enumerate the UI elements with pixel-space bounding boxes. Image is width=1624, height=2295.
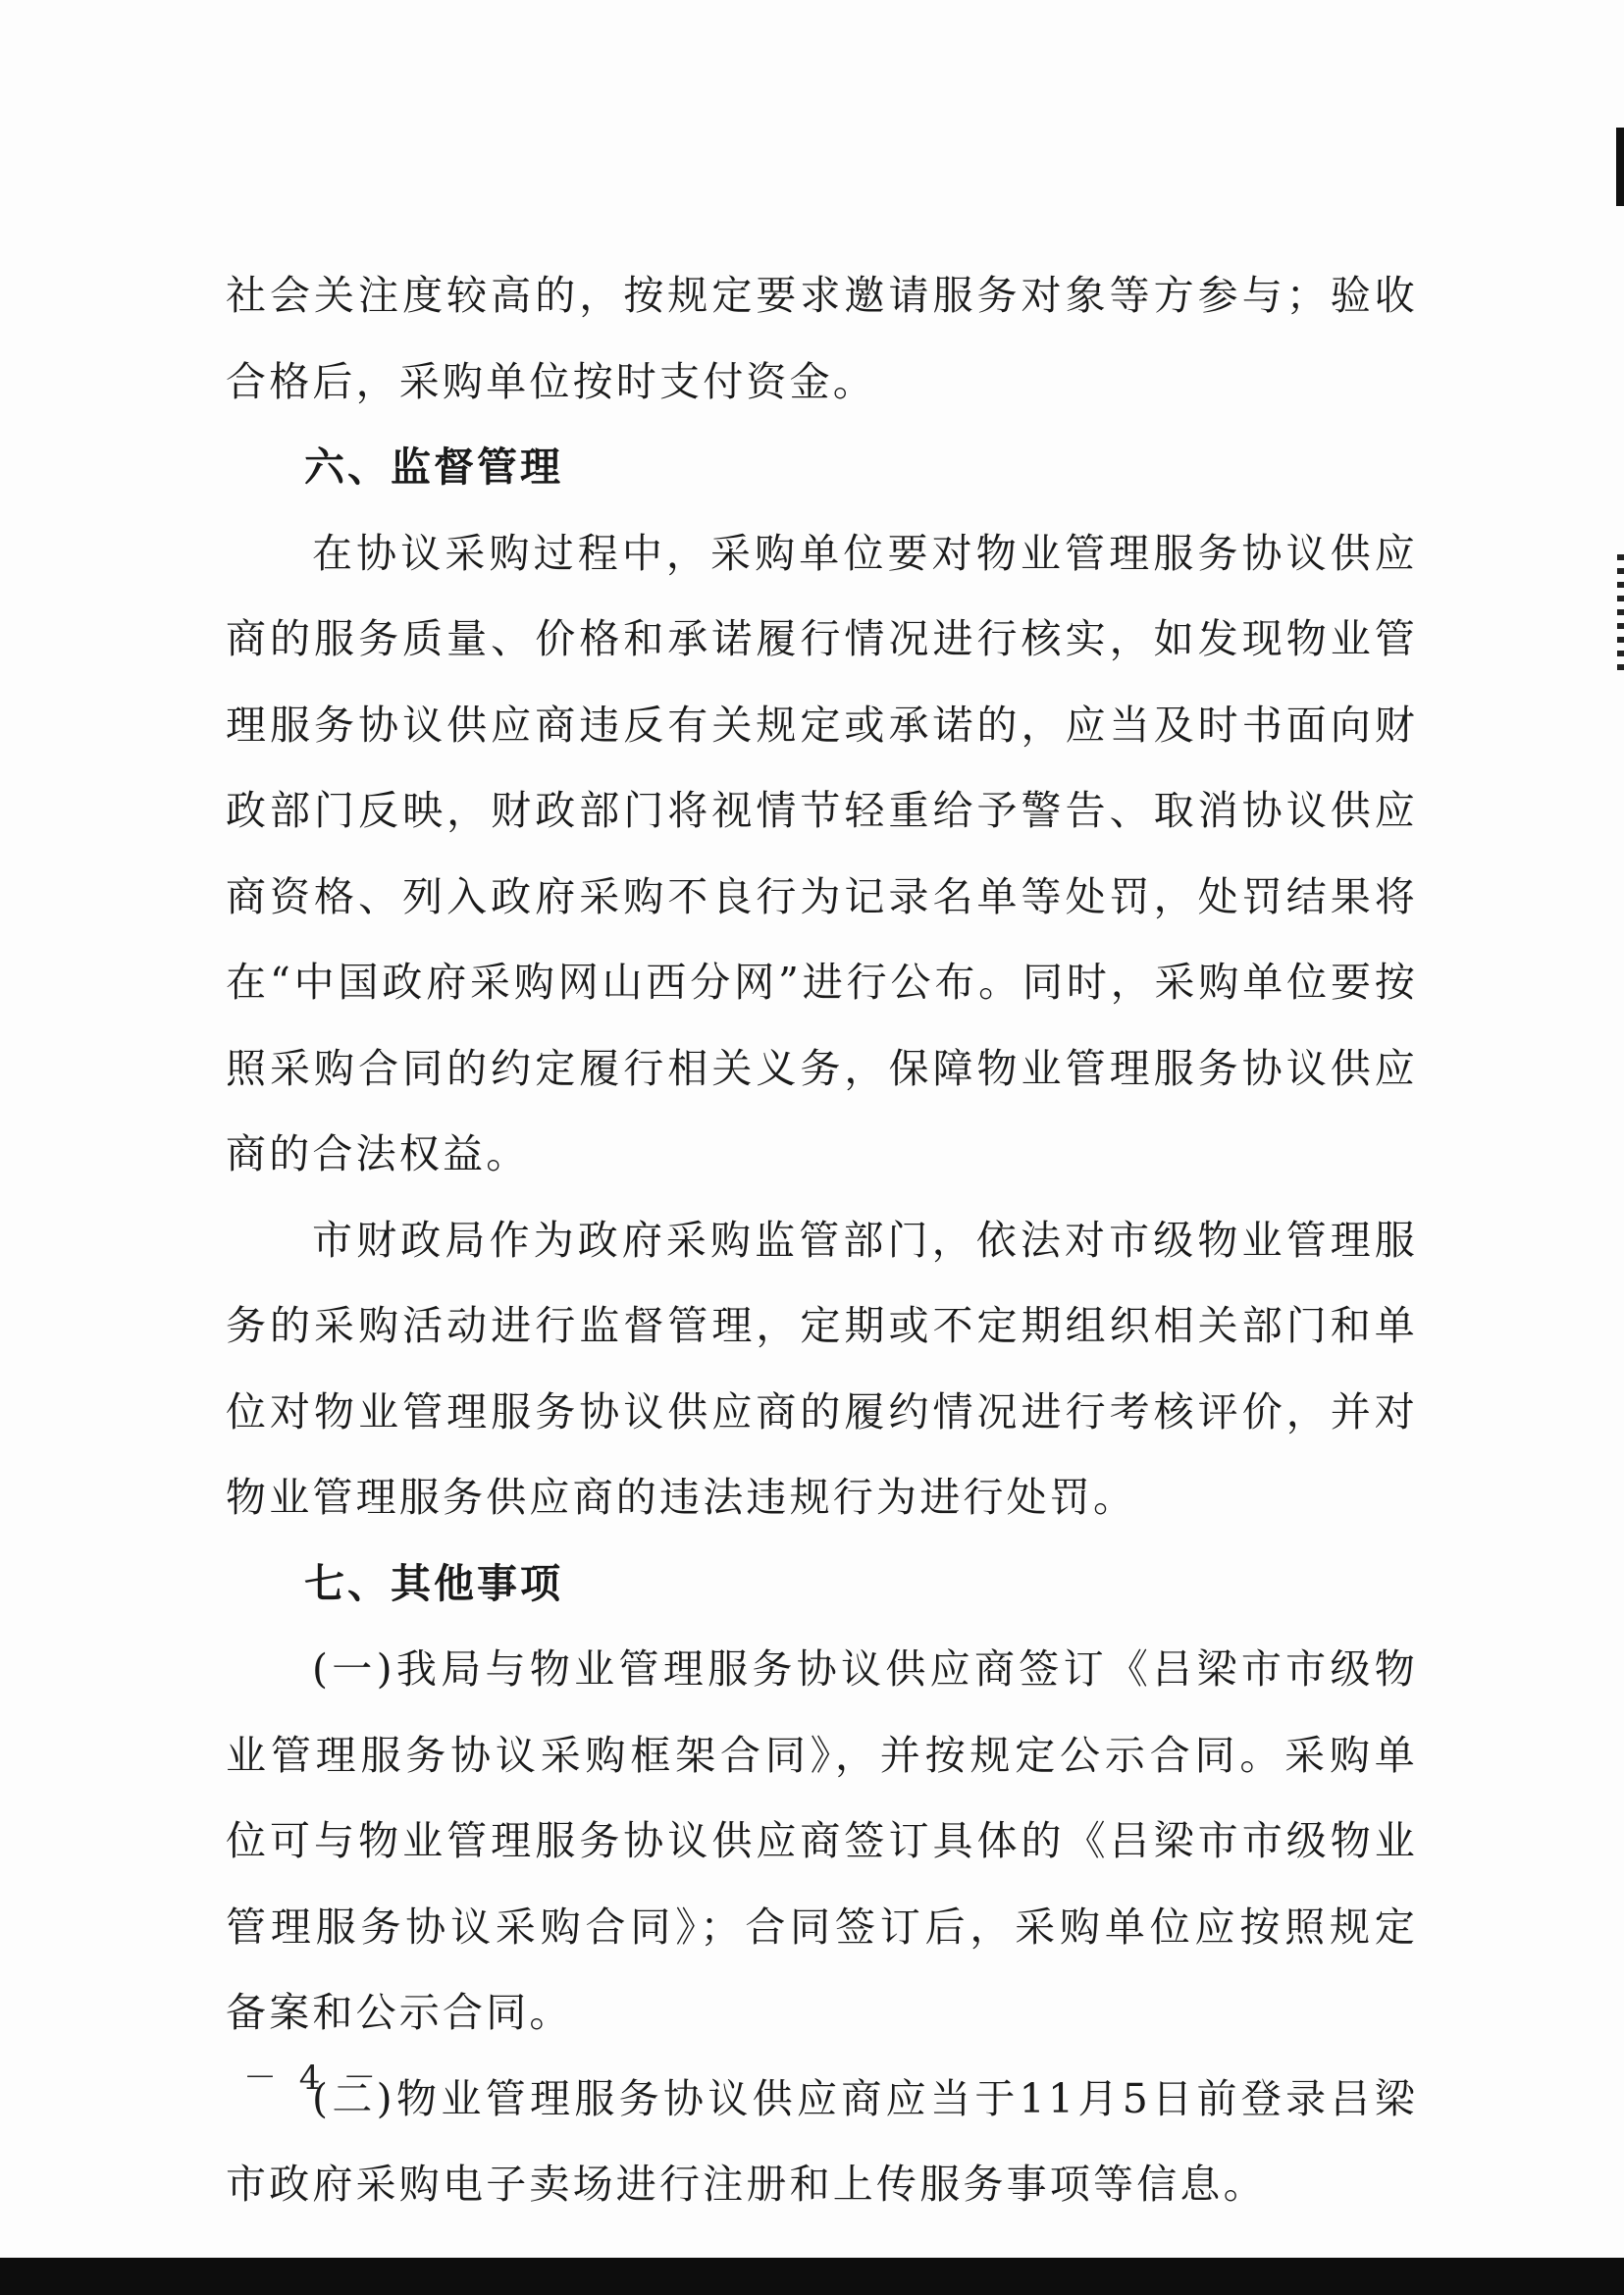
document-body: [226, 253, 1418, 2228]
paragraph: (一)我局与物业管理服务协议供应商签订《吕梁市市级物业管理服务协议采购框架合同》，并按规定公示合同。采购单位可与物业管理服务协议供应商签订具体的《吕梁市市级物业管理服务协议采购合同》；合同签订后，采购单位应按照规定备案和公示合同。: [226, 1645, 1418, 2036]
section-heading: 六、监督管理: [304, 443, 563, 491]
paragraph: (二)物业管理服务协议供应商应当于11月5日前登录吕梁市政府采购电子卖场进行注册和上传服务事项等信息。: [226, 2074, 1418, 2208]
paragraph: 在协议采购过程中，采购单位要对物业管理服务协议供应商的服务质量、价格和承诺履行情况进行核实，如发现物业管理服务协议供应商违反有关规定或承诺的，应当及时书面向财政部门反映，财政部门将视情节轻重给予警告、取消协议供应商资格、列入政府采购不良行为记录名单等处罚，处罚结果将在“中国政府采购网山西分网”进行公布。同时，采购单位要按照采购合同的约定履行相关义务，保障物业管理服务协议供应商的合法权益。: [226, 529, 1418, 1177]
scan-artifact: [1617, 554, 1624, 672]
paragraph: 市财政局作为政府采购监管部门，依法对市级物业管理服务的采购活动进行监督管理，定期或不定期组织相关部门和单位对物业管理服务协议供应商的履约情况进行考核评价，并对物业管理服务供应商的违法违规行为进行处罚。: [226, 1216, 1418, 1521]
section-heading: 七、其他事项: [304, 1559, 563, 1607]
page-number: － 4 －: [243, 2059, 383, 2098]
scan-artifact: [0, 2258, 1624, 2295]
scan-artifact: [1616, 128, 1624, 206]
paragraph: 社会关注度较高的，按规定要求邀请服务对象等方参与；验收合格后，采购单位按时支付资金。: [226, 272, 1418, 405]
